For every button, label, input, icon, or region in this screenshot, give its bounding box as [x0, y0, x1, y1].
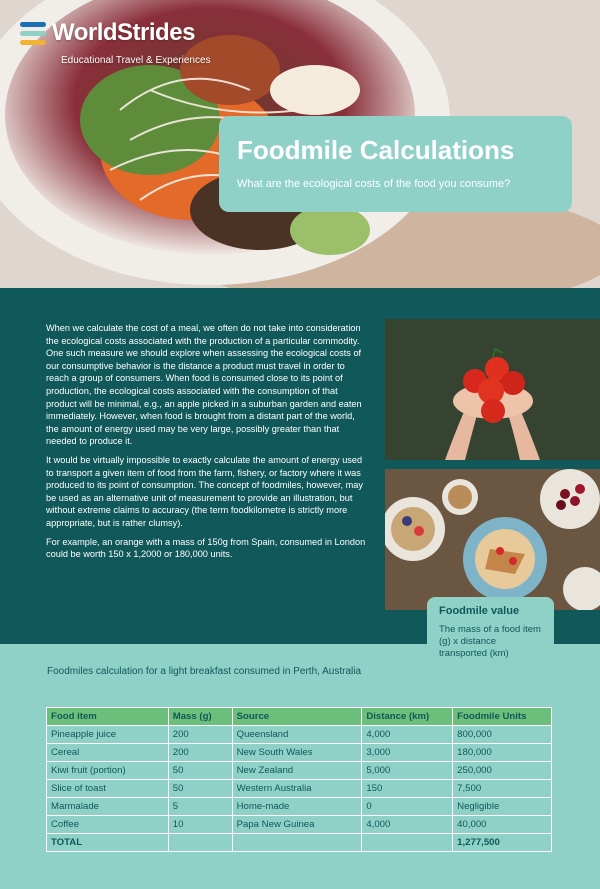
table-cell: 250,000	[453, 762, 552, 780]
callout-heading: Foodmile value	[439, 605, 520, 617]
column-header: Source	[232, 708, 362, 726]
column-header: Mass (g)	[168, 708, 232, 726]
table-cell: 4,000	[362, 816, 453, 834]
brand-logo[interactable]	[20, 20, 195, 50]
table-cell	[232, 834, 362, 852]
table-cell: Papa New Guinea	[232, 816, 362, 834]
table-row	[47, 726, 552, 744]
table-cell: Slice of toast	[47, 780, 169, 798]
table-cell: New Zealand	[232, 762, 362, 780]
table-row	[47, 816, 552, 834]
table-cell: 5	[168, 798, 232, 816]
table-cell: 4,000	[362, 726, 453, 744]
paragraph-2: It would be virtually impossible to exactly calculate the amount of energy used to transport a given item of food from the farm, fishery, or factory where it was produced to its point of consumption. The concept of foodmiles, however, may be used as an alternative unit of measurement to provide an illustration, but without extreme claims to accuracy (the term foodkilometre is strictly more appropriate, but is rather clumsy).	[46, 454, 363, 528]
table-cell: 5,000	[362, 762, 453, 780]
table-cell: 40,000	[453, 816, 552, 834]
foodmiles-table	[46, 707, 552, 852]
table-cell	[362, 834, 453, 852]
table-cell: 800,000	[453, 726, 552, 744]
table-cell: Home-made	[232, 798, 362, 816]
title-card	[219, 116, 572, 212]
brand-tagline: Educational Travel & Experiences	[61, 55, 211, 66]
table-cell: Queensland	[232, 726, 362, 744]
table-cell: 200	[168, 726, 232, 744]
paragraph-1: When we calculate the cost of a meal, we often do not take into consideration the ecological costs associated with the production of a particular commodity. One such measure we should explore when assessing the ecological costs of our consumptive behavior is the distance a product must travel in order to reach a group of consumers. When food is consumed close to its point of production, the ecological costs associated with the consumption of that product will be minimal, e.g., an apple picked in a suburban garden and eaten immediately. However, when food is brought from a distant part of the world, the amount of energy used may be very large, possibly greater than that needed to produce it.	[46, 323, 362, 447]
table-cell: New South Wales	[232, 744, 362, 762]
foodmile-value-callout	[427, 597, 554, 682]
table-cell	[168, 834, 232, 852]
table-cell: Pineapple juice	[47, 726, 169, 744]
tomatoes-photo	[385, 319, 600, 460]
brand-name: WorldStrides	[52, 19, 195, 46]
table-cell: Cereal	[47, 744, 169, 762]
table-cell: 50	[168, 762, 232, 780]
table-row	[47, 762, 552, 780]
table-cell: Kiwi fruit (portion)	[47, 762, 169, 780]
page-subtitle: What are the ecological costs of the food you consume?	[237, 178, 511, 190]
table-cell: 180,000	[453, 744, 552, 762]
table-cell: 0	[362, 798, 453, 816]
page-title: Foodmile Calculations	[237, 135, 515, 165]
paragraph-3: For example, an orange with a mass of 150g from Spain, consumed in London could be worth 150 x 1,2000 or 180,000 units.	[46, 536, 366, 560]
table-cell: Western Australia	[232, 780, 362, 798]
table-cell: 200	[168, 744, 232, 762]
hero-image	[0, 0, 600, 288]
table-cell: 10	[168, 816, 232, 834]
total-label: TOTAL	[47, 834, 169, 852]
body-text	[46, 322, 368, 567]
table-cell: Marmalade	[47, 798, 169, 816]
table-header-row	[47, 708, 552, 726]
table-cell: 150	[362, 780, 453, 798]
breakfast-photo	[385, 469, 600, 610]
table-cell: 50	[168, 780, 232, 798]
table-cell: 3,000	[362, 744, 453, 762]
table-caption: Foodmiles calculation for a light breakfast consumed in Perth, Australia	[47, 666, 362, 677]
column-header: Foodmile Units	[453, 708, 552, 726]
callout-text: The mass of a food item (g) x distance transported (km)	[439, 624, 541, 659]
table-cell: 7,500	[453, 780, 552, 798]
logo-stripes-icon	[20, 20, 46, 50]
column-header: Food item	[47, 708, 169, 726]
table-row	[47, 744, 552, 762]
table-cell: Negligible	[453, 798, 552, 816]
table-row	[47, 798, 552, 816]
total-value: 1,277,500	[453, 834, 552, 852]
table-row	[47, 780, 552, 798]
total-row	[47, 834, 552, 852]
column-header: Distance (km)	[362, 708, 453, 726]
table-cell: Coffee	[47, 816, 169, 834]
